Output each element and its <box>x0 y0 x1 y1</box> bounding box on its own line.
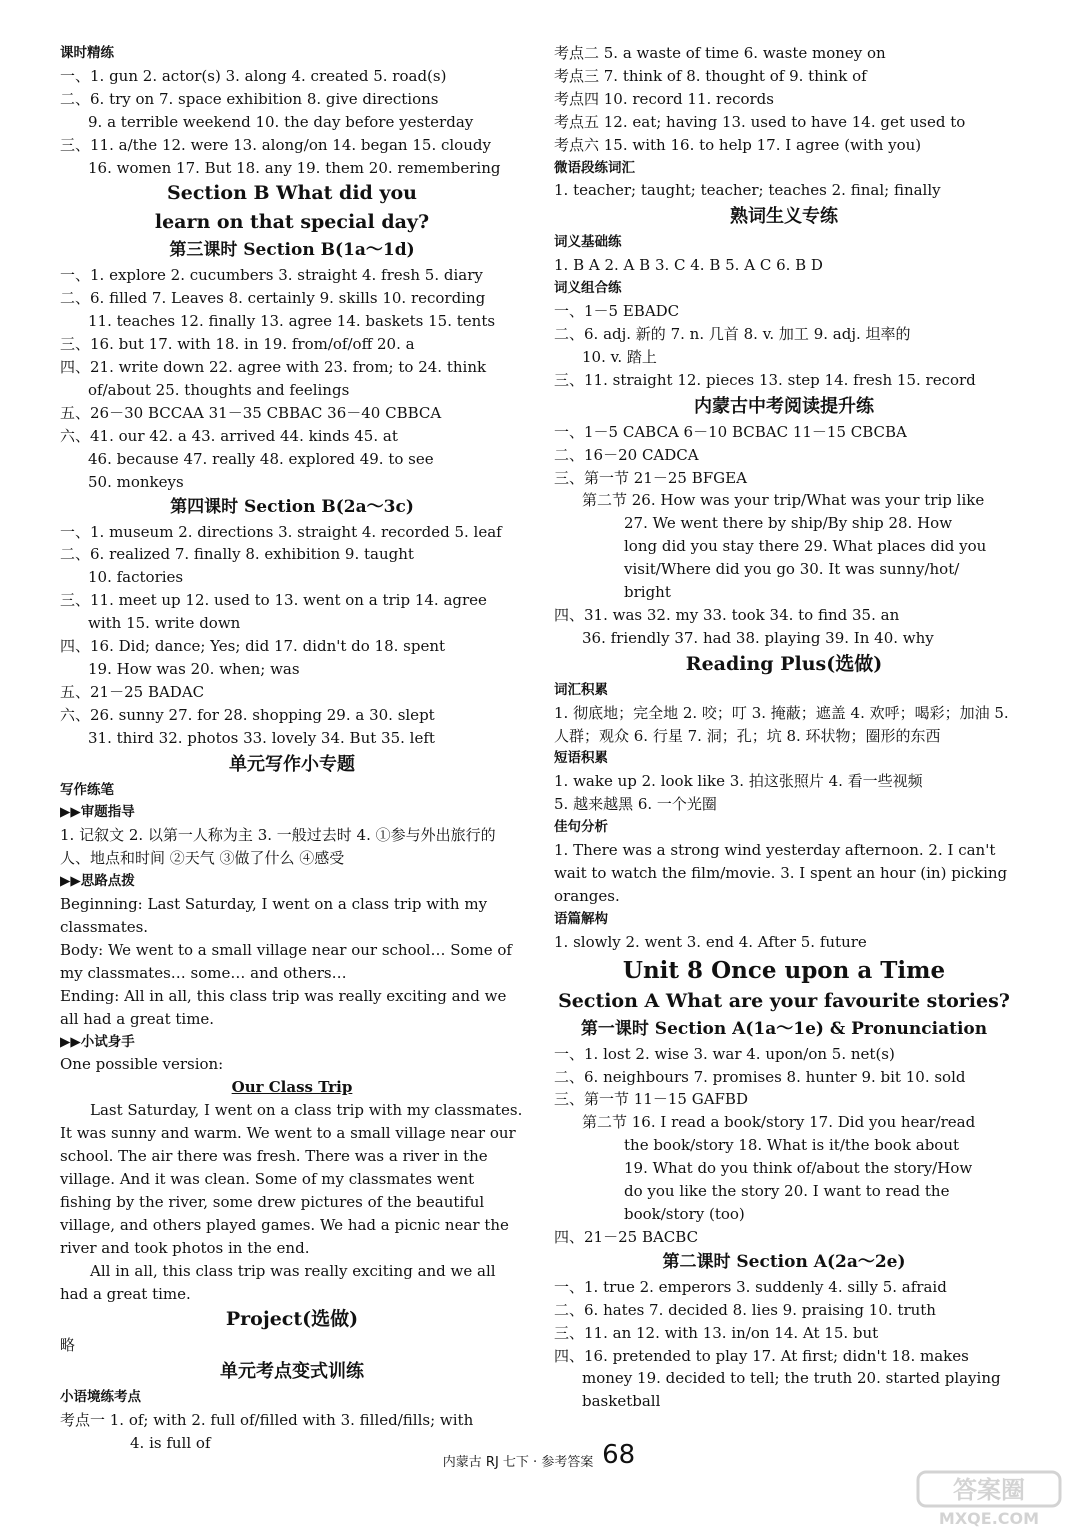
answer-line: 考点六 15. with 16. to help 17. I agree (with you) <box>554 135 922 154</box>
subsection-label: 小语境练考点 <box>60 1389 141 1406</box>
left-column <box>60 42 524 1455</box>
answer-line: 一、1. lost 2. wise 3. war 4. upon/on 5. net(s) <box>554 1044 895 1063</box>
page-number: 68 <box>602 1440 636 1470</box>
answer-line: 六、41. our 42. a 43. arrived 44. kinds 45. at <box>60 426 398 445</box>
answer-line: 一、1－5 EBADC <box>554 302 680 321</box>
answer-line: 5. 越来越黑 6. 一个光圈 <box>554 795 717 814</box>
paragraph-text: Beginning: Last Saturday, I went on a class trip with my classmates. <box>60 895 488 936</box>
text-paragraph <box>60 824 524 870</box>
answer-line: 三、11. a/the 12. were 13. along/on 14. began 15. cloudy <box>60 135 491 154</box>
subsection-label: 词义基础练 <box>554 234 622 251</box>
answer-line: 五、26－30 BCCAA 31－35 CBBAC 36－40 CBBCA <box>60 403 442 422</box>
answer-line: 1. teacher; taught; teacher; teaches 2. final; finally <box>554 181 941 200</box>
section-heading: Reading Plus(选做) <box>685 652 883 675</box>
answer-line: 二、6. adj. 新的 7. n. 几首 8. v. 加工 9. adj. 坦率的 <box>554 324 911 343</box>
answer-line: 一、1. museum 2. directions 3. straight 4. recorded 5. leaf <box>60 522 502 541</box>
answer-line: 1. B A 2. A B 3. C 4. B 5. A C 6. B D <box>554 256 823 275</box>
answer-line: 三、第一节 21－25 BFGEA <box>554 468 747 487</box>
text-paragraph <box>60 985 524 1031</box>
text-paragraph <box>60 1099 524 1259</box>
section-heading: Section A What are your favourite stories? <box>558 989 1010 1012</box>
answer-line: 36. friendly 37. had 38. playing 39. In 40. why <box>582 628 934 647</box>
paragraph-text: Last Saturday, I went on a class trip with my classmates. It was sunny and warm. We went to a small village near our school. The air there was fresh. There was a river in the village. And it was clean. Some of my classmates went fishing by the river, some drew pictures of the beautiful village, and others played games. We had a picnic near the river and took photos in the end. <box>60 1101 523 1257</box>
answer-line: 9. a terrible weekend 10. the day before yesterday <box>88 112 474 131</box>
page-footer <box>0 1440 1078 1470</box>
answer-line: 27. We went there by ship/By ship 28. How <box>624 514 953 533</box>
watermark-bottom: MXQE.COM <box>938 1509 1040 1528</box>
answer-line: 考点五 12. eat; having 13. used to have 14. get used to <box>554 112 966 131</box>
special-heading: 熟词生义专练 <box>730 206 838 228</box>
answer-line: 二、6. filled 7. Leaves 8. certainly 9. skills 10. recording <box>60 289 486 308</box>
unit-heading: Unit 8 Once upon a Time <box>622 956 946 984</box>
subsection-label: 词汇积累 <box>554 681 608 698</box>
text-paragraph <box>60 1260 524 1306</box>
answer-line: 四、16. pretended to play 17. At first; didn't 18. makes <box>554 1346 969 1365</box>
lesson-heading: 第三课时 Section B(1a～1d) <box>169 240 415 261</box>
answer-line: book/story (too) <box>624 1204 745 1223</box>
right-column <box>554 42 1014 1413</box>
section-heading: learn on that special day? <box>154 211 430 234</box>
answer-line: with 15. write down <box>88 614 241 633</box>
answer-line: 19. What do you think of/about the story/How <box>624 1159 973 1178</box>
lesson-heading: 第四课时 Section B(2a～3c) <box>170 496 414 517</box>
section-heading: Project(选做) <box>225 1308 359 1331</box>
answer-line: 三、11. meet up 12. used to 13. went on a trip 14. agree <box>60 591 487 610</box>
answer-line: 略 <box>60 1336 76 1355</box>
lesson-heading: 第一课时 Section A(1a～1e) & Pronunciation <box>580 1018 988 1039</box>
lesson-heading: 第二课时 Section A(2a～2e) <box>662 1251 906 1272</box>
text-paragraph <box>554 702 1014 748</box>
paragraph-text: 1. There was a strong wind yesterday afternoon. 2. I can't wait to watch the film/movie. 3. I spent an hour (in) picking oranges. <box>554 841 1008 905</box>
answer-line: 11. teaches 12. finally 13. agree 14. baskets 15. tents <box>88 312 496 331</box>
answer-line: 五、21－25 BADAC <box>60 682 205 701</box>
answer-line: 10. factories <box>88 568 184 587</box>
answer-line: 50. monkeys <box>88 472 184 491</box>
footer-label: 内蒙古 RJ 七下 · 参考答案 <box>442 1455 594 1470</box>
answer-line: 二、6. try on 7. space exhibition 8. give directions <box>60 89 439 108</box>
subsection-label: 语篇解构 <box>554 910 608 927</box>
answer-line: 一、1－5 CABCA 6－10 BCBAC 11－15 CBCBA <box>554 422 907 441</box>
text-paragraph <box>60 939 524 985</box>
paragraph-text: 1. 记叙文 2. 以第一人称为主 3. 一般过去时 4. ①参与外出旅行的人、地点和时间 ②天气 ③做了什么 ④感受 <box>60 826 496 868</box>
answer-line: 考点四 10. record 11. records <box>554 89 774 108</box>
answer-line: 第二节 26. How was your trip/What was your trip like <box>582 491 985 510</box>
paragraph-text: Ending: All in all, this class trip was really exciting and we all had a great time. <box>60 986 507 1028</box>
paragraph-text: Body: We went to a small village near our school… Some of my classmates… some… and others… <box>60 940 512 982</box>
special-heading: 内蒙古中考阅读提升练 <box>694 395 874 417</box>
answer-line: the book/story 18. What is it/the book about <box>624 1136 960 1155</box>
text-paragraph <box>60 893 524 939</box>
answer-line: 考点三 7. think of 8. thought of 9. think of <box>554 66 867 85</box>
answer-line: bright <box>624 583 671 602</box>
subsection-label: 短语积累 <box>554 750 608 767</box>
subsection-label: 微语段练词汇 <box>554 159 635 176</box>
paragraph-text: All in all, this class trip was really exciting and we all had a great time. <box>60 1261 496 1303</box>
answer-line: 三、16. but 17. with 18. in 19. from/of/off 20. a <box>60 335 415 354</box>
answer-line: 一、1. true 2. emperors 3. suddenly 4. silly 5. afraid <box>554 1277 947 1296</box>
answer-line: 19. How was 20. when; was <box>88 659 300 678</box>
text-paragraph <box>554 839 1014 908</box>
answer-line: long did you stay there 29. What places did you <box>624 537 987 556</box>
subsection-label: 课时精练 <box>60 45 114 61</box>
answer-line: 4. is full of <box>130 1434 211 1453</box>
answer-line: 六、26. sunny 27. for 28. shopping 29. a 30. slept <box>60 705 435 724</box>
essay-title: Our Class Trip <box>231 1078 353 1097</box>
subsection-label: 佳句分析 <box>554 819 608 836</box>
answer-line: 16. women 17. But 18. any 19. them 20. remembering <box>88 158 501 177</box>
watermark-logo <box>914 1468 1064 1528</box>
subsection-label: ▶▶审题指导 <box>60 804 135 821</box>
answer-line: 二、16－20 CADCA <box>554 445 699 464</box>
answer-line: 二、6. hates 7. decided 8. lies 9. praising 10. truth <box>554 1300 936 1319</box>
answer-line: 31. third 32. photos 33. lovely 34. But 35. left <box>88 728 435 747</box>
answer-line: 二、6. realized 7. finally 8. exhibition 9. taught <box>60 545 414 564</box>
paragraph-text: 1. 彻底地；完全地 2. 咬；叮 3. 掩蔽；遮盖 4. 欢呼；喝彩；加油 5. 人群；观众 6. 行星 7. 洞；孔；坑 8. 环状物；圈形的东西 <box>554 703 1009 745</box>
answer-line: 四、21－25 BACBC <box>554 1227 699 1246</box>
section-heading: Section B What did you <box>167 182 417 205</box>
answer-line: 三、11. an 12. with 13. in/on 14. At 15. but <box>554 1323 879 1342</box>
answer-line: of/about 25. thoughts and feelings <box>88 380 350 399</box>
answer-line: 1. slowly 2. went 3. end 4. After 5. future <box>554 932 867 951</box>
answer-line: do you like the story 20. I want to read the <box>624 1182 950 1201</box>
answer-line: One possible version: <box>60 1055 224 1074</box>
answer-line: 三、第一节 11－15 GAFBD <box>554 1090 748 1109</box>
answer-line: 考点一 1. of; with 2. full of/filled with 3. filled/fills; with <box>60 1411 474 1430</box>
answer-line: 四、31. was 32. my 33. took 34. to find 35. an <box>554 605 900 624</box>
answer-line: 四、21. write down 22. agree with 23. from; to 24. think <box>60 358 487 377</box>
answer-line: 一、1. explore 2. cucumbers 3. straight 4. fresh 5. diary <box>60 266 483 285</box>
answer-line: visit/Where did you go 30. It was sunny/hot/ <box>624 560 960 579</box>
answer-line: 46. because 47. really 48. explored 49. to see <box>88 449 434 468</box>
subsection-label: 写作练笔 <box>60 781 114 798</box>
subsection-label: ▶▶小试身手 <box>60 1033 135 1050</box>
answer-line: 二、6. neighbours 7. promises 8. hunter 9. bit 10. sold <box>554 1067 966 1086</box>
watermark-top: 答案圈 <box>953 1476 1025 1504</box>
answer-line: 1. wake up 2. look like 3. 拍这张照片 4. 看一些视频 <box>554 772 923 791</box>
subsection-label: ▶▶思路点拨 <box>60 873 135 890</box>
answer-line: 一、1. gun 2. actor(s) 3. along 4. created 5. road(s) <box>60 66 447 85</box>
special-heading: 单元写作小专题 <box>229 753 355 775</box>
answer-line: 考点二 5. a waste of time 6. waste money on <box>554 44 886 62</box>
answer-line: 三、11. straight 12. pieces 13. step 14. fresh 15. record <box>554 370 976 389</box>
answer-line: 10. v. 踏上 <box>582 347 657 366</box>
answer-line: 四、16. Did; dance; Yes; did 17. didn't do 18. spent <box>60 637 446 656</box>
answer-line: money 19. decided to tell; the truth 20. started playing <box>582 1369 1001 1388</box>
special-heading: 单元考点变式训练 <box>220 1361 364 1383</box>
answer-line: basketball <box>582 1392 661 1411</box>
answer-line: 第二节 16. I read a book/story 17. Did you hear/read <box>582 1113 976 1132</box>
subsection-label: 词义组合练 <box>554 280 622 297</box>
